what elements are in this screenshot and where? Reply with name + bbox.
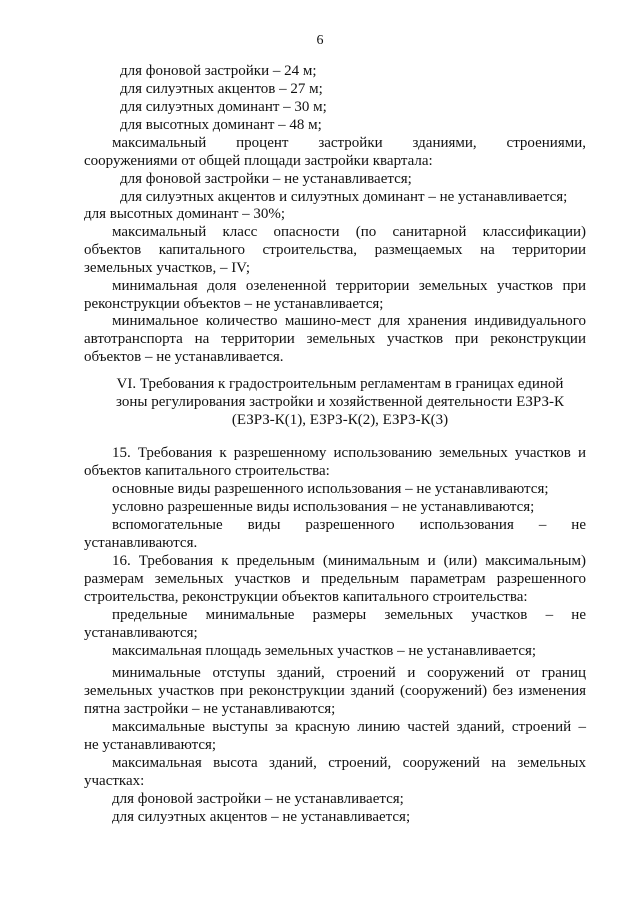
- text-line: 16. Требования к предельным (минимальным и (или) максимальным): [112, 553, 586, 569]
- text-line: для высотных доминант – 30%;: [84, 206, 286, 222]
- text-line: для фоновой застройки – 24 м;: [120, 63, 317, 79]
- text-line: для силуэтных доминант – 30 м;: [120, 99, 327, 115]
- text-line: автотранспорта на территории земельных участков при реконструкции: [84, 331, 586, 347]
- text-line: размерам земельных участков и предельным параметрам разрешенного: [84, 571, 586, 587]
- text-line: для фоновой застройки – не устанавливается;: [112, 791, 404, 807]
- text-line: устанавливаются;: [84, 625, 198, 641]
- text-line: минимальные отступы зданий, строений и сооружений от границ: [112, 665, 586, 681]
- text-line: 15. Требования к разрешенному использованию земельных участков и: [112, 445, 586, 461]
- text-line: вспомогательные виды разрешенного использования – не: [112, 517, 586, 533]
- text-line: земельных участков при реконструкции зданий (сооружений) без изменения: [84, 683, 586, 699]
- text-line: максимальная площадь земельных участков – не устанавливается;: [112, 643, 537, 659]
- heading-line: VI. Требования к градостроительным регламентам в границах единой: [116, 376, 564, 392]
- heading-line: зоны регулирования застройки и хозяйственной деятельности ЕЗРЗ-К: [116, 394, 564, 410]
- text-line: для силуэтных акцентов – 27 м;: [120, 81, 323, 97]
- text-line: объектов капитального строительства:: [84, 463, 330, 479]
- text-line: сооружениями от общей площади застройки квартала:: [84, 153, 433, 169]
- text-line: для силуэтных акцентов и силуэтных доминант – не устанавливается;: [120, 189, 568, 205]
- text-line: пятна застройки – не устанавливаются;: [84, 701, 336, 717]
- text-line: объектов капитального строительства, размещаемых на территории: [84, 242, 586, 258]
- text-line: максимальная высота зданий, строений, сооружений на земельных: [112, 755, 586, 771]
- text-line: реконструкции объектов – не устанавливается;: [84, 296, 384, 312]
- text-line: устанавливаются.: [84, 535, 198, 551]
- text-line: условно разрешенные виды использования – не устанавливаются;: [112, 499, 535, 515]
- heading-line: (ЕЗРЗ-К(1), ЕЗРЗ-К(2), ЕЗРЗ-К(3): [231, 412, 449, 428]
- text-line: для высотных доминант – 48 м;: [120, 117, 322, 133]
- text-line: строительства, реконструкции объектов капитального строительства:: [84, 589, 528, 605]
- text-line: предельные минимальные размеры земельных участков – не: [112, 607, 586, 623]
- text-line: для фоновой застройки – не устанавливается;: [120, 171, 412, 187]
- text-line: максимальный процент застройки зданиями, строениями,: [112, 135, 586, 151]
- text-line: участках:: [84, 773, 145, 789]
- text-line: основные виды разрешенного использования – не устанавливаются;: [112, 481, 549, 497]
- text-line: максимальные выступы за красную линию частей зданий, строений –: [112, 719, 586, 735]
- text-line: объектов – не устанавливается.: [84, 349, 284, 365]
- text-line: минимальная доля озелененной территории земельных участков при: [112, 278, 586, 294]
- text-line: минимальное количество машино-мест для хранения индивидуального: [112, 313, 586, 329]
- text-line: для силуэтных акцентов – не устанавливается;: [112, 809, 411, 825]
- text-line: не устанавливаются;: [84, 737, 217, 753]
- page-number: 6: [316, 33, 324, 48]
- text-line: земельных участков, – IV;: [84, 260, 251, 276]
- text-line: максимальный класс опасности (по санитарной классификации): [112, 224, 586, 240]
